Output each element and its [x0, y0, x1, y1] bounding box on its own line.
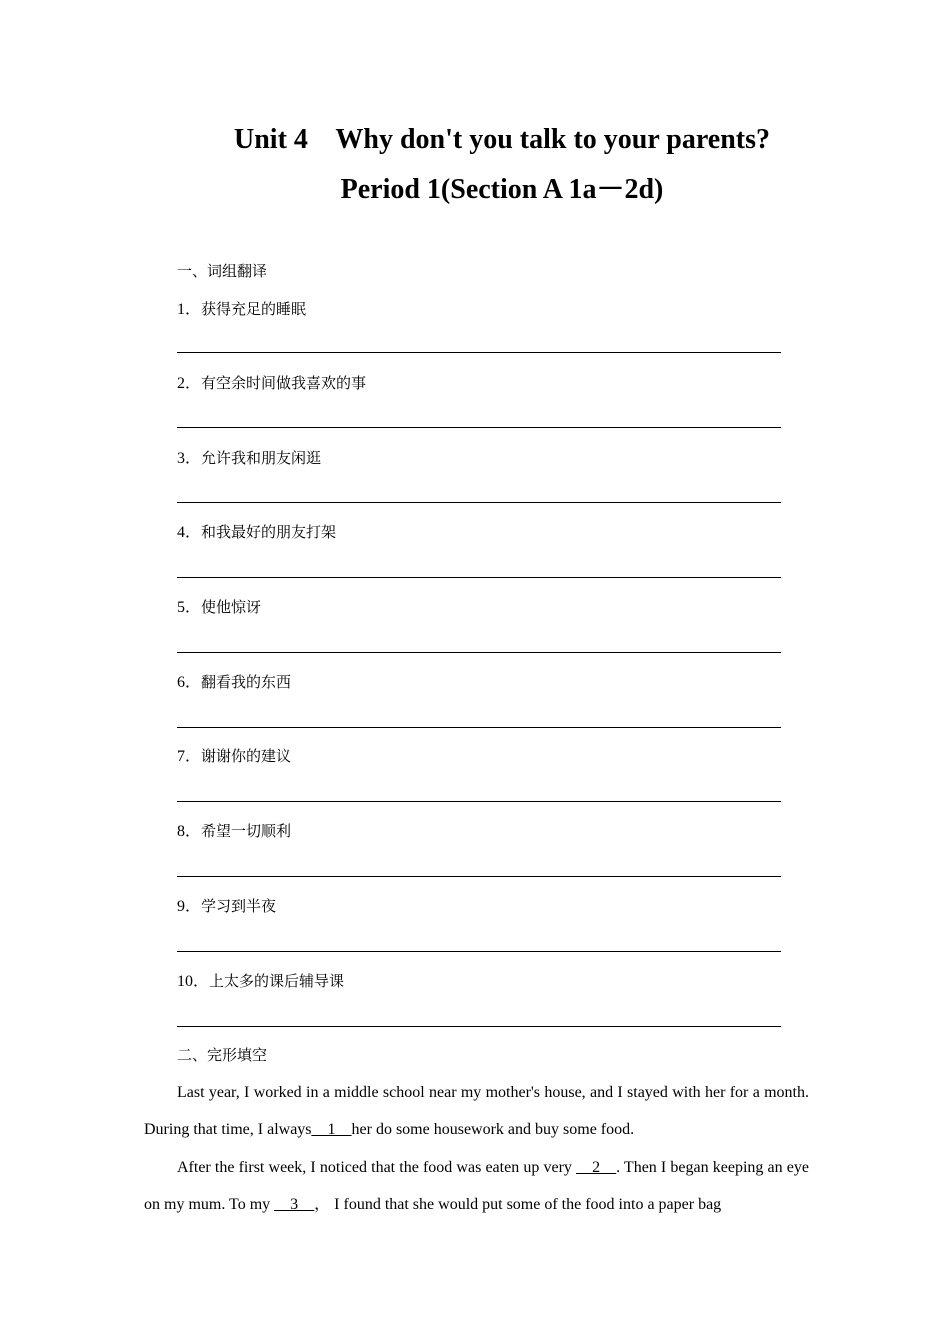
answer-line[interactable]: [177, 652, 781, 653]
cloze-blank-2[interactable]: __2__: [576, 1159, 617, 1176]
answer-line[interactable]: [177, 577, 781, 578]
list-item: 3．允许我和朋友闲逛: [177, 449, 322, 467]
list-item: 1．获得充足的睡眠: [177, 300, 307, 318]
list-item: 10．上太多的课后辅导课: [177, 972, 345, 990]
list-item: 8．希望一切顺利: [177, 822, 292, 840]
list-item: 5．使他惊讶: [177, 598, 262, 616]
answer-line[interactable]: [177, 876, 781, 877]
unit-title: Unit 4 Why don't you talk to your parents?: [234, 124, 770, 155]
cloze-paragraph-1: Last year, I worked in a middle school near my mother's house, and I stayed with her for a month. During that time, I always__1__her do some housework and buy some food.: [144, 1084, 809, 1138]
cloze-blank-1[interactable]: __1__: [311, 1121, 352, 1138]
answer-line[interactable]: [177, 951, 781, 952]
list-item: 7．谢谢你的建议: [177, 747, 292, 765]
list-item: 9．学习到半夜: [177, 897, 277, 915]
period-title: Period 1(Section A 1a－2d): [340, 174, 664, 205]
answer-line[interactable]: [177, 502, 781, 503]
answer-line[interactable]: [177, 427, 781, 428]
cloze-blank-3[interactable]: __3__: [274, 1196, 315, 1213]
list-item: 6．翻看我的东西: [177, 673, 292, 691]
section-heading-phrase-translation: 一、词组翻译: [177, 262, 268, 280]
answer-line[interactable]: [177, 352, 781, 353]
answer-line[interactable]: [177, 1026, 781, 1027]
answer-line[interactable]: [177, 727, 781, 728]
cloze-paragraph-2: After the first week, I noticed that the food was eaten up very __2__. Then I began keeping an eye on my mum. To my __3__， I found that she would put some of the food into a paper bag: [144, 1159, 809, 1213]
answer-line[interactable]: [177, 801, 781, 802]
list-item: 4．和我最好的朋友打架: [177, 523, 337, 541]
list-item: 2．有空余时间做我喜欢的事: [177, 374, 367, 392]
section-heading-cloze: 二、完形填空: [177, 1046, 268, 1064]
